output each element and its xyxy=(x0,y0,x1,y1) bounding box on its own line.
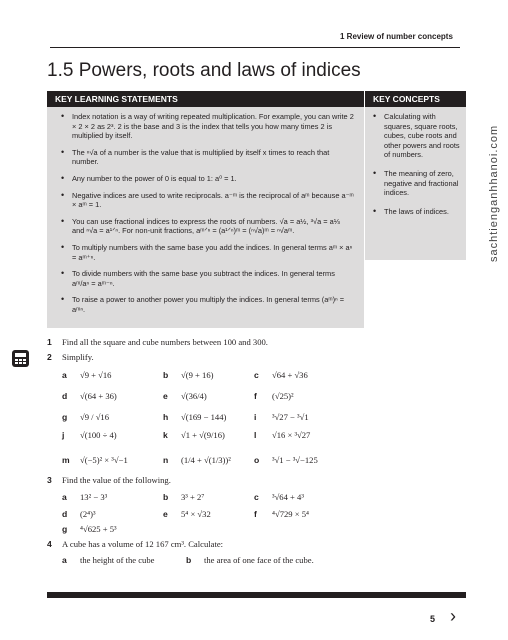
page-title: 1.5 Powers, roots and laws of indices xyxy=(47,60,361,81)
key-concept-item: • The laws of indices. xyxy=(370,207,462,217)
part-expression: √(−5)² × ³√−1 xyxy=(80,455,128,465)
question-number: 1 xyxy=(47,337,52,347)
part-expression: √16 × ³√27 xyxy=(272,430,311,440)
key-learning-list xyxy=(58,112,354,322)
part-expression: √9 / √16 xyxy=(80,412,110,422)
part-label: a xyxy=(62,492,67,502)
part-expression: the height of the cube xyxy=(80,555,155,565)
part-label: l xyxy=(254,430,257,440)
footer-bar xyxy=(47,592,466,598)
running-header: 1 Review of number concepts xyxy=(340,32,453,41)
part-expression: √(36/4) xyxy=(181,391,207,401)
chevron-right-icon[interactable]: › xyxy=(450,606,456,626)
part-expression: √9 + √16 xyxy=(80,370,112,380)
part-expression: (1/4 + √(1/3))² xyxy=(181,455,231,465)
part-expression: ⁴√625 + 5³ xyxy=(80,524,117,534)
key-concepts-list xyxy=(370,112,462,225)
key-concepts-heading: KEY CONCEPTS xyxy=(365,91,466,107)
part-label: f xyxy=(254,391,257,401)
key-learning-heading: KEY LEARNING STATEMENTS xyxy=(47,91,364,107)
part-expression: √(9 + 16) xyxy=(181,370,214,380)
part-label: g xyxy=(62,524,68,534)
key-learning-item: • To raise a power to another power you multiply the indices. In general terms (aᵐ)ⁿ = aᵐⁿ. xyxy=(58,295,354,314)
question-number: 3 xyxy=(47,475,52,485)
question-number: 2 xyxy=(47,352,52,362)
key-learning-item: • You can use fractional indices to express the roots of numbers. √a = a½, ³√a = a⅓ and ⁿ√a = a¹ᐟⁿ. For non-unit fractions, aᵐᐟⁿ = (a¹ᐟⁿ)ᵐ = (ⁿ√a)ᵐ = ⁿ√aᵐ. xyxy=(58,217,354,236)
part-label: a xyxy=(62,555,67,565)
part-label: b xyxy=(163,370,169,380)
question-text: Simplify. xyxy=(62,352,94,362)
key-learning-item: • To divide numbers with the same base you subtract the indices. In general terms aᵐ/aⁿ = aᵐ⁻ⁿ. xyxy=(58,269,354,288)
part-label: d xyxy=(62,391,68,401)
page-number: 5 xyxy=(430,614,436,624)
part-label: f xyxy=(254,509,257,519)
part-expression: √1 + √(9/16) xyxy=(181,430,225,440)
part-expression: (√25)² xyxy=(272,391,294,401)
question-number: 4 xyxy=(47,539,52,549)
part-expression: 5⁴ × √32 xyxy=(181,509,211,519)
part-label: g xyxy=(62,412,68,422)
part-label: n xyxy=(163,455,169,465)
part-label: b xyxy=(163,492,169,502)
question-text: A cube has a volume of 12 167 cm³. Calculate: xyxy=(62,539,224,549)
part-label: i xyxy=(254,412,257,422)
part-label: d xyxy=(62,509,68,519)
part-expression: the area of one face of the cube. xyxy=(204,555,314,565)
part-label: h xyxy=(163,412,169,422)
part-expression: ³√64 + 4³ xyxy=(272,492,304,502)
part-label: c xyxy=(254,370,259,380)
key-concept-item: • The meaning of zero, negative and fractional indices. xyxy=(370,169,462,198)
part-expression: ³√27 − ³√1 xyxy=(272,412,309,422)
key-learning-item: • The ⁿ√a of a number is the value that is multiplied by itself x times to reach that number. xyxy=(58,148,354,167)
part-label: a xyxy=(62,370,67,380)
part-expression: √64 + √36 xyxy=(272,370,308,380)
part-label: k xyxy=(163,430,168,440)
header-rule xyxy=(50,47,460,48)
part-expression: (2⁴)³ xyxy=(80,509,96,519)
question-text: Find all the square and cube numbers between 100 and 300. xyxy=(62,337,268,347)
part-expression: √(64 + 36) xyxy=(80,391,117,401)
key-learning-item: • To multiply numbers with the same base you add the indices. In general terms aᵐ × aⁿ = aᵐ⁺ⁿ. xyxy=(58,243,354,262)
watermark: sachtienganhhanoi.com xyxy=(488,124,500,262)
part-expression: 3³ + 2⁷ xyxy=(181,492,205,502)
part-expression: 13² − 3³ xyxy=(80,492,108,502)
part-label: e xyxy=(163,509,168,519)
key-learning-item: • Negative indices are used to write reciprocals. a⁻ᵐ is the reciprocal of aᵐ because a⁻ᵐ × aᵐ = 1. xyxy=(58,191,354,210)
part-expression: ³√1 − ³√−125 xyxy=(272,455,318,465)
part-label: j xyxy=(62,430,65,440)
part-label: o xyxy=(254,455,260,465)
part-expression: √(100 ÷ 4) xyxy=(80,430,117,440)
part-label: e xyxy=(163,391,168,401)
calculator-icon xyxy=(12,350,29,367)
key-learning-item: • Any number to the power of 0 is equal to 1: a⁰ = 1. xyxy=(58,174,354,184)
part-expression: ⁴√729 × 5⁴ xyxy=(272,509,310,519)
part-label: b xyxy=(186,555,192,565)
question-text: Find the value of the following. xyxy=(62,475,171,485)
key-learning-item: • Index notation is a way of writing repeated multiplication. For example, you can write 2 × 2 × 2 as 2³. 2 is the base and 3 is the index that tells you how many times 2 is multiplied by itself. xyxy=(58,112,354,141)
part-expression: √(169 − 144) xyxy=(181,412,227,422)
part-label: c xyxy=(254,492,259,502)
part-label: m xyxy=(62,455,70,465)
key-concept-item: • Calculating with squares, square roots, cubes, cube roots and other powers and roots of numbers. xyxy=(370,112,462,160)
